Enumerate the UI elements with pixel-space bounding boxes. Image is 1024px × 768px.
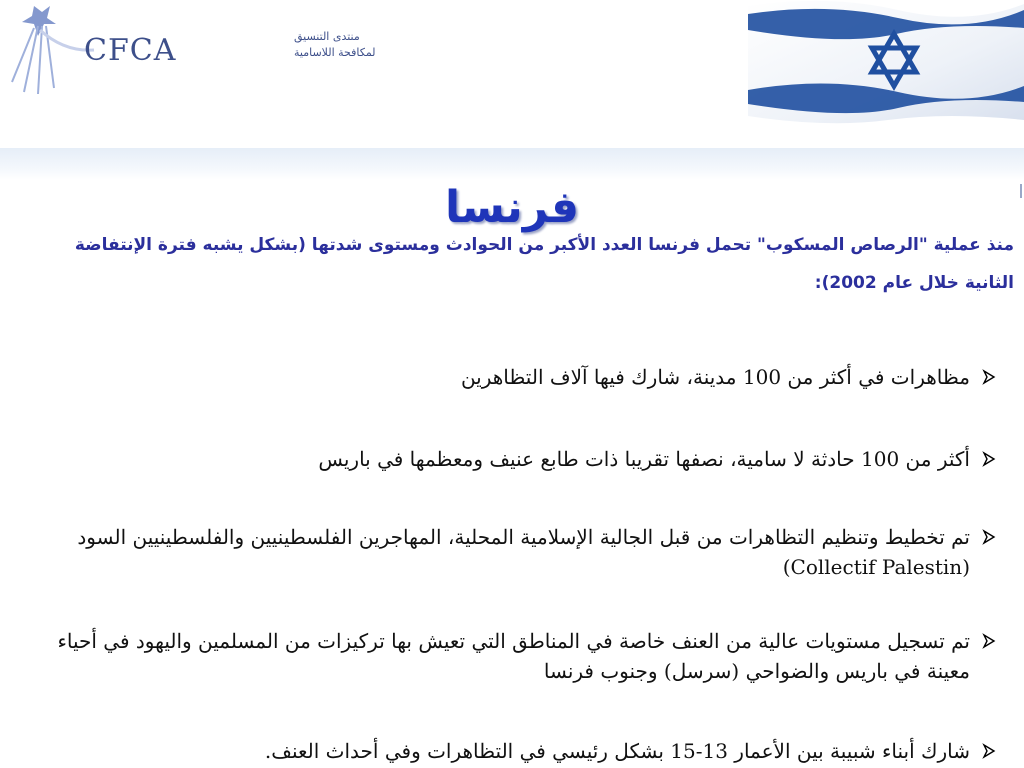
arrow-bullet-icon <box>978 522 1000 552</box>
header-divider-band <box>0 148 1024 180</box>
svg-text:CFCA: CFCA <box>84 33 177 68</box>
list-item <box>40 362 1000 392</box>
bullet-text: شارك أبناء شبيبة بين الأعمار 13-15 بشكل رئيسي في التظاهرات وفي أحداث العنف. <box>264 739 970 763</box>
israel-flag-image <box>748 0 1024 124</box>
arrow-bullet-icon <box>978 626 1000 656</box>
bullet-text: أكثر من 100 حادثة لا سامية، نصفها تقريبا ذات طابع عنيف ومعظمها في باريس <box>318 447 970 471</box>
bullet-text: مظاهرات في أكثر من 100 مدينة، شارك فيها آلاف التظاهرين <box>460 365 970 389</box>
list-item <box>40 522 1000 582</box>
list-item <box>40 736 1000 766</box>
list-item <box>40 626 1000 686</box>
cfca-logo <box>4 2 376 98</box>
bullet-text: تم تسجيل مستويات عالية من العنف خاصة في المناطق التي تعيش بها تركيزات من المسلمين واليهود في أحياء معينة في باريس والضواحي (سرسل) وجنوب فرنسا <box>57 629 970 683</box>
svg-text:منتدى التنسيق: منتدى التنسيق <box>294 30 360 43</box>
list-item <box>40 444 1000 474</box>
bullet-text: تم تخطيط وتنظيم التظاهرات من قبل الجالية الإسلامية المحلية، المهاجرين الفلسطينيين والفلسطينيين السود (Collectif Palestin) <box>77 525 970 579</box>
svg-text:لمكافحة اللاسامية: لمكافحة اللاسامية <box>294 46 376 59</box>
slide-header <box>0 0 1024 150</box>
slide-title: فرنسا <box>445 182 579 233</box>
arrow-bullet-icon <box>978 362 1000 392</box>
arrow-bullet-icon <box>978 444 1000 474</box>
arrow-bullet-icon <box>978 736 1000 766</box>
intro-paragraph: منذ عملية "الرصاص المسكوب" تحمل فرنسا العدد الأكبر من الحوادث ومستوى شدتها (بشكل يشبه فترة الإنتفاضة الثانية خلال عام 2002): <box>74 235 1014 293</box>
